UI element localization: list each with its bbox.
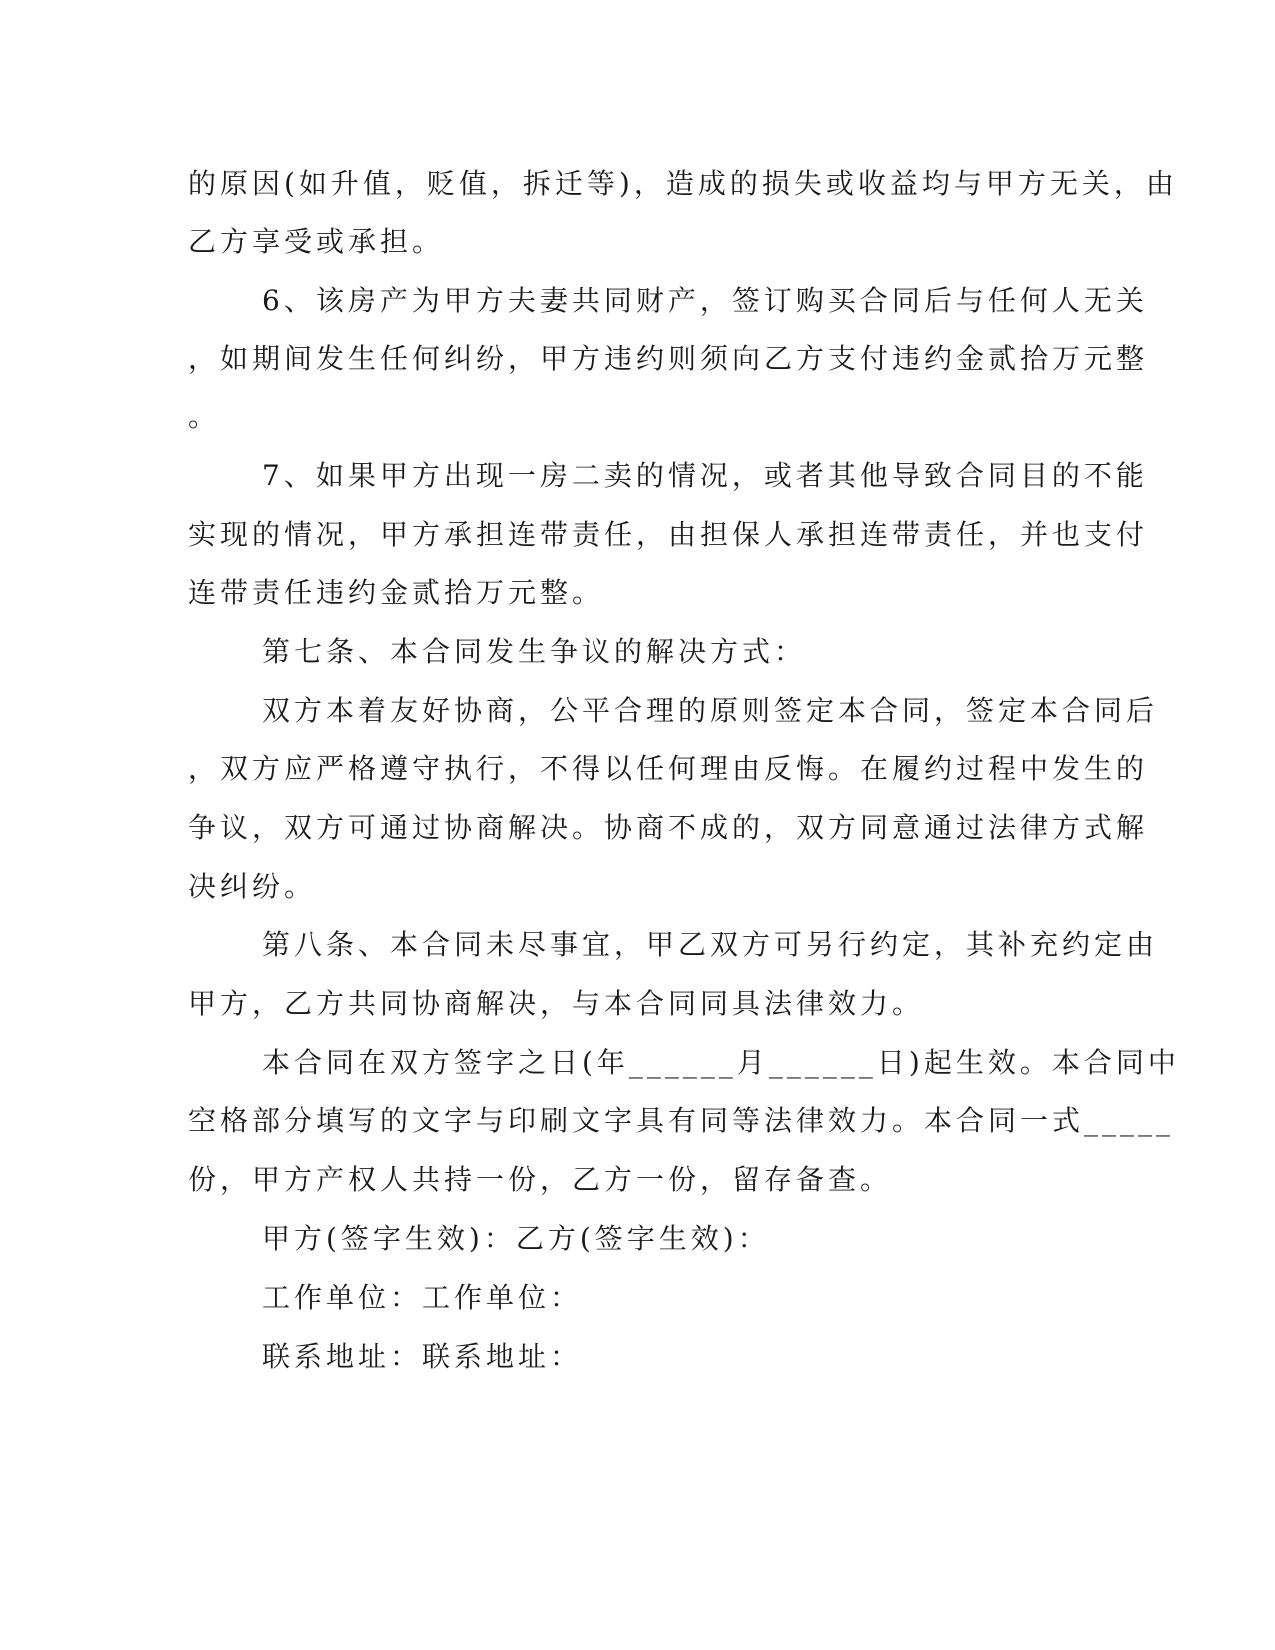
text-line: 空格部分填写的文字与印刷文字具有同等法律效力。本合同一式_____ <box>188 1104 1175 1137</box>
text-line: 7、如果甲方出现一房二卖的情况，或者其他导致合同目的不能 <box>262 459 1148 492</box>
text-line: ，双方应严格遵守执行，不得以任何理由反悔。在履约过程中发生的 <box>188 752 1149 785</box>
text-line: 连带责任违约金贰拾万元整。 <box>188 576 605 609</box>
text-line: 工作单位：工作单位： <box>262 1281 583 1314</box>
text-line: ，如期间发生任何纠纷，甲方违约则须向乙方支付违约金贰拾万元整 <box>188 342 1149 375</box>
text-line: 决纠纷。 <box>188 870 317 903</box>
text-line: 第七条、本合同发生争议的解决方式： <box>262 635 807 668</box>
text-line: 联系地址：联系地址： <box>262 1340 583 1373</box>
text-line: 乙方享受或承担。 <box>188 225 445 258</box>
text-line: 。 <box>188 400 221 433</box>
text-line: 份，甲方产权人共持一份，乙方一份，留存备查。 <box>188 1163 893 1196</box>
text-line: 争议，双方可通过协商解决。协商不成的，双方同意通过法律方式解 <box>188 811 1149 844</box>
text-line: 第八条、本合同未尽事宜，甲乙双方可另行约定，其补充约定由 <box>262 928 1159 961</box>
text-line: 甲方(签字生效)：乙方(签字生效)： <box>262 1222 770 1255</box>
text-line: 本合同在双方签字之日(年______月______日)起生效。本合同中 <box>262 1046 1180 1079</box>
text-line: 6、该房产为甲方夫妻共同财产，签订购买合同后与任何人无关 <box>262 284 1148 317</box>
text-line: 实现的情况，甲方承担连带责任，由担保人承担连带责任，并也支付 <box>188 518 1149 551</box>
text-line: 甲方，乙方共同协商解决，与本合同同具法律效力。 <box>188 987 925 1020</box>
text-line: 的原因(如升值，贬值，拆迁等)，造成的损失或收益均与甲方无关，由 <box>188 167 1178 200</box>
text-line: 双方本着友好协商，公平合理的原则签定本合同，签定本合同后 <box>262 694 1159 727</box>
